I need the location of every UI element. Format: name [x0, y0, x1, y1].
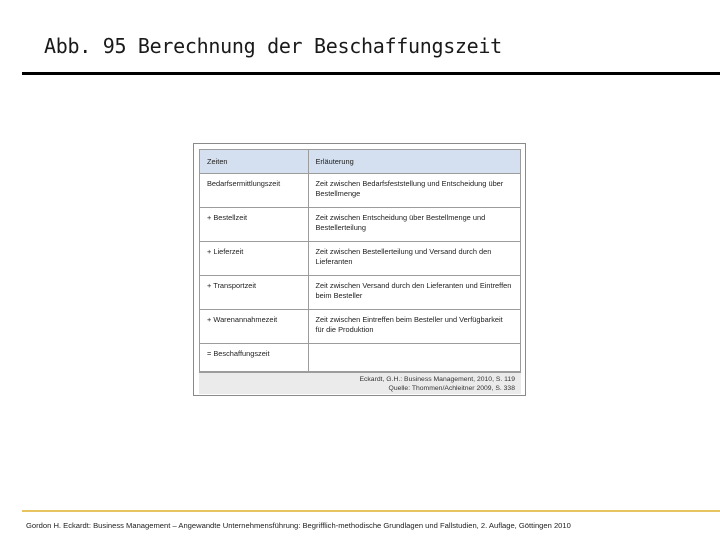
row-zeit: + Warenannahmezeit: [200, 310, 308, 344]
footer-divider: [22, 510, 720, 512]
table-row: [200, 276, 520, 310]
table-row: [200, 242, 520, 276]
row-zeit: + Lieferzeit: [200, 242, 308, 276]
procurement-time-table: [200, 150, 520, 371]
row-zeit: + Transportzeit: [200, 276, 308, 310]
row-erlaeuterung: Zeit zwischen Bestellerteilung und Versand durch den Lieferanten: [308, 242, 520, 276]
table-header-row: [200, 150, 520, 174]
row-erlaeuterung: Zeit zwischen Bedarfsfeststellung und Entscheidung über Bestellmenge: [308, 174, 520, 208]
table-row-total: [200, 344, 520, 372]
row-zeit: Bedarfsermittlungszeit: [200, 174, 308, 208]
title-divider: [22, 72, 720, 75]
header-zeiten: Zeiten: [200, 150, 308, 174]
row-erlaeuterung: Zeit zwischen Eintreffen beim Besteller und Verfügbarkeit für die Produktion: [308, 310, 520, 344]
table-row: [200, 208, 520, 242]
slide-title: Abb. 95 Berechnung der Beschaffungszeit: [44, 34, 502, 58]
table-row: [200, 310, 520, 344]
source-line-2: Quelle: Thommen/Achleitner 2009, S. 338: [388, 385, 515, 392]
table-row: [200, 174, 520, 208]
header-erlaeuterung: Erläuterung: [308, 150, 520, 174]
source-line-1: Eckardt, G.H.: Business Management, 2010, S. 119: [359, 376, 515, 383]
source-note: [199, 372, 521, 394]
row-erlaeuterung: Zeit zwischen Versand durch den Lieferanten und Eintreffen beim Besteller: [308, 276, 520, 310]
figure-frame: [193, 143, 526, 396]
row-zeit-total: = Beschaffungszeit: [200, 344, 308, 372]
row-erlaeuterung-total: [308, 344, 520, 372]
row-erlaeuterung: Zeit zwischen Entscheidung über Bestellmenge und Bestellerteilung: [308, 208, 520, 242]
row-zeit: + Bestellzeit: [200, 208, 308, 242]
footer-citation: Gordon H. Eckardt: Business Management – Angewandte Unternehmensführung: Begrifflich-methodische Grundlagen und Fallstudien, 2. Auflage, Göttingen 2010: [26, 521, 571, 530]
figure-table-container: [199, 149, 521, 372]
